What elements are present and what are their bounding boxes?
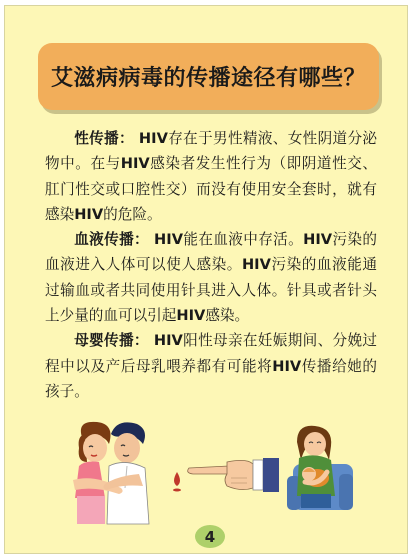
paragraph-text: 感染。: [205, 307, 250, 325]
paragraph-text: 传播给她的孩子。: [45, 357, 377, 400]
paragraph-heading: 性传播：: [74, 130, 134, 147]
paragraph-text: 污染的血液进入人体可以使人感染。: [45, 231, 377, 274]
hand-blood-drop-illustration: [167, 454, 279, 498]
paragraph-text: 的危险。: [103, 205, 162, 223]
hiv-term: HIV: [154, 231, 183, 249]
couple-illustration: [65, 418, 155, 526]
paragraph-text: 存在于男性精液、女性阴道分泌物中。在与: [45, 130, 377, 173]
hiv-term: HIV: [272, 357, 302, 375]
paragraph-heading: 血液传播：: [74, 231, 150, 249]
hiv-term: HIV: [176, 307, 206, 325]
title-banner: [38, 43, 379, 110]
paragraph-text: 污染的血液能通过输血或者共同使用针具进入人体。针具或者针头上少量的血可以引起: [45, 256, 377, 325]
hiv-term: HIV: [138, 130, 168, 147]
mother-baby-illustration: [283, 424, 355, 514]
page-number: 4: [195, 525, 225, 548]
hiv-term: HIV: [153, 332, 183, 350]
article-body: [45, 126, 377, 404]
paragraph-blood-transmission: [45, 227, 377, 328]
paragraph-sexual-transmission: [45, 126, 377, 227]
paragraph-mother-to-child-transmission: [45, 328, 377, 404]
hiv-term: HIV: [241, 256, 271, 274]
hiv-term: HIV: [303, 231, 333, 249]
paragraph-text: 阳性母亲在妊娠期间、分娩过程中以及产后母乳喂养都有可能将: [45, 332, 377, 375]
page: [4, 5, 408, 554]
hiv-term: HIV: [74, 205, 104, 223]
page-title: 艾滋病病毒的传播途径有哪些？: [50, 66, 366, 91]
paragraph-heading: 母婴传播：: [74, 332, 149, 350]
paragraph-text: 能在血液中存活。: [183, 231, 304, 249]
paragraph-text: 感染者发生性行为（即阴道性交、肛门性交或口腔性交）而没有使用安全套时，就有感染: [45, 155, 377, 223]
hiv-term: HIV: [120, 155, 150, 173]
